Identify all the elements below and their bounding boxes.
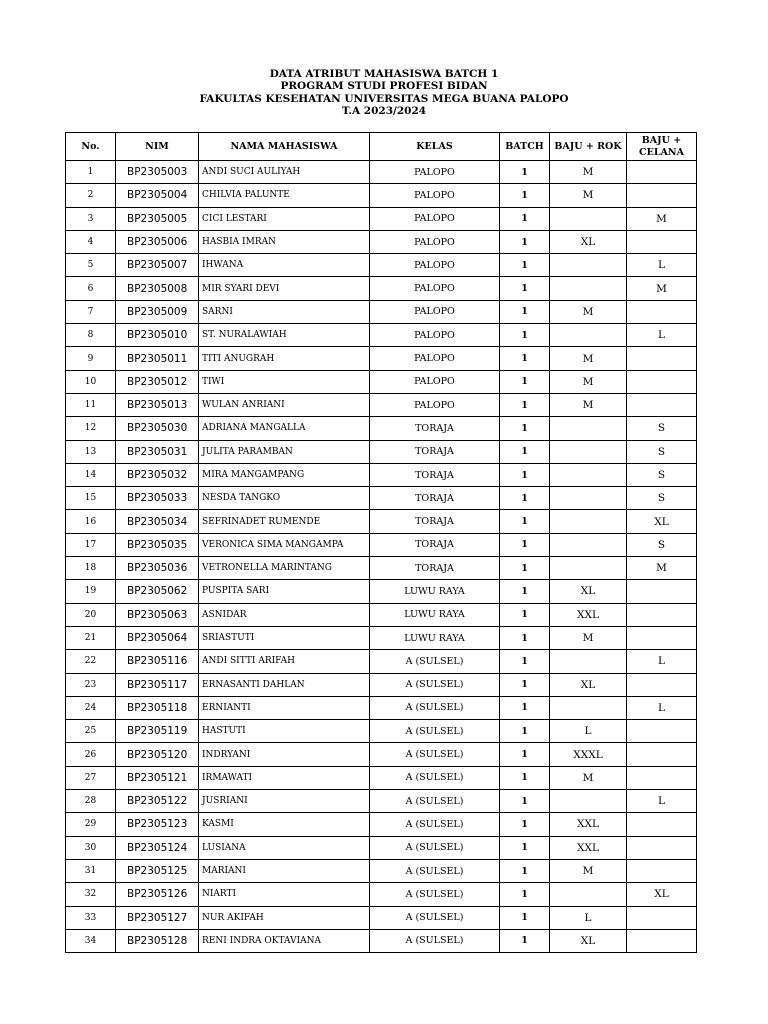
cell-kelas: PALOPO: [370, 161, 500, 184]
table-row: [66, 883, 697, 906]
table-row: [66, 254, 697, 277]
cell-batch: 1: [500, 370, 550, 393]
cell-nama: KASMI: [199, 813, 370, 836]
table-body: [66, 161, 697, 953]
cell-baju-rok: [550, 533, 627, 556]
cell-baju-rok: XL: [550, 673, 627, 696]
cell-nama: SRIASTUTI: [199, 626, 370, 649]
cell-nim: BP2305010: [116, 324, 199, 347]
cell-no: 23: [66, 673, 116, 696]
cell-nama: SARNI: [199, 300, 370, 323]
cell-kelas: A (SULSEL): [370, 813, 500, 836]
cell-kelas: TORAJA: [370, 533, 500, 556]
cell-no: 32: [66, 883, 116, 906]
table-row: [66, 929, 697, 952]
cell-nama: MIR SYARI DEVI: [199, 277, 370, 300]
cell-no: 13: [66, 440, 116, 463]
cell-nim: BP2305032: [116, 463, 199, 486]
table-row: [66, 533, 697, 556]
cell-baju-rok: M: [550, 347, 627, 370]
cell-baju-rok: [550, 417, 627, 440]
table-row: [66, 440, 697, 463]
cell-no: 12: [66, 417, 116, 440]
cell-kelas: PALOPO: [370, 184, 500, 207]
cell-batch: 1: [500, 580, 550, 603]
cell-nama: CHILVIA PALUNTE: [199, 184, 370, 207]
cell-nim: BP2305030: [116, 417, 199, 440]
cell-baju-rok: [550, 790, 627, 813]
cell-baju-celana: [627, 836, 697, 859]
cell-no: 29: [66, 813, 116, 836]
cell-baju-rok: [550, 440, 627, 463]
cell-baju-celana: [627, 603, 697, 626]
cell-baju-celana: L: [627, 324, 697, 347]
cell-no: 14: [66, 463, 116, 486]
cell-baju-celana: XL: [627, 883, 697, 906]
cell-no: 30: [66, 836, 116, 859]
cell-baju-rok: [550, 254, 627, 277]
cell-kelas: A (SULSEL): [370, 859, 500, 882]
cell-kelas: TORAJA: [370, 440, 500, 463]
cell-batch: 1: [500, 347, 550, 370]
cell-baju-rok: M: [550, 393, 627, 416]
cell-baju-rok: [550, 650, 627, 673]
cell-baju-celana: L: [627, 650, 697, 673]
cell-baju-celana: [627, 370, 697, 393]
cell-no: 25: [66, 720, 116, 743]
cell-batch: 1: [500, 557, 550, 580]
cell-baju-rok: XL: [550, 230, 627, 253]
cell-batch: 1: [500, 673, 550, 696]
cell-nama: RENI INDRA OKTAVIANA: [199, 929, 370, 952]
cell-nama: NESDA TANGKO: [199, 487, 370, 510]
cell-baju-celana: L: [627, 254, 697, 277]
header-baju-rok: BAJU + ROK: [550, 133, 627, 161]
cell-batch: 1: [500, 766, 550, 789]
cell-nim: BP2305007: [116, 254, 199, 277]
cell-baju-celana: [627, 161, 697, 184]
cell-no: 3: [66, 207, 116, 230]
cell-nama: NIARTI: [199, 883, 370, 906]
cell-batch: 1: [500, 230, 550, 253]
table-row: [66, 720, 697, 743]
cell-baju-rok: M: [550, 370, 627, 393]
table-header-row: [66, 133, 697, 161]
cell-baju-celana: L: [627, 790, 697, 813]
cell-kelas: TORAJA: [370, 510, 500, 533]
cell-nama: VETRONELLA MARINTANG: [199, 557, 370, 580]
cell-baju-celana: S: [627, 487, 697, 510]
cell-no: 27: [66, 766, 116, 789]
cell-no: 8: [66, 324, 116, 347]
cell-baju-celana: M: [627, 557, 697, 580]
table-row: [66, 580, 697, 603]
cell-baju-rok: XL: [550, 580, 627, 603]
header-nama-mahasiswa: NAMA MAHASISWA: [199, 133, 370, 161]
table-row: [66, 813, 697, 836]
cell-baju-celana: [627, 347, 697, 370]
cell-no: 26: [66, 743, 116, 766]
cell-baju-rok: XXL: [550, 813, 627, 836]
cell-batch: 1: [500, 929, 550, 952]
cell-kelas: LUWU RAYA: [370, 580, 500, 603]
cell-baju-celana: M: [627, 277, 697, 300]
cell-nama: WULAN ANRIANI: [199, 393, 370, 416]
cell-nim: BP2305005: [116, 207, 199, 230]
cell-nama: IRMAWATI: [199, 766, 370, 789]
table-row: [66, 300, 697, 323]
cell-nim: BP2305031: [116, 440, 199, 463]
cell-baju-rok: M: [550, 766, 627, 789]
table-row: [66, 487, 697, 510]
cell-batch: 1: [500, 440, 550, 463]
cell-baju-rok: [550, 883, 627, 906]
cell-nim: BP2305119: [116, 720, 199, 743]
cell-batch: 1: [500, 207, 550, 230]
cell-nama: ST. NURALAWIAH: [199, 324, 370, 347]
cell-kelas: A (SULSEL): [370, 720, 500, 743]
cell-nim: BP2305033: [116, 487, 199, 510]
cell-batch: 1: [500, 650, 550, 673]
table-row: [66, 230, 697, 253]
cell-kelas: PALOPO: [370, 324, 500, 347]
header-kelas: KELAS: [370, 133, 500, 161]
cell-kelas: LUWU RAYA: [370, 626, 500, 649]
header-nim: NIM: [116, 133, 199, 161]
cell-nama: NUR AKIFAH: [199, 906, 370, 929]
cell-nim: BP2305034: [116, 510, 199, 533]
cell-nama: JULITA PARAMBAN: [199, 440, 370, 463]
table-row: [66, 743, 697, 766]
cell-kelas: TORAJA: [370, 463, 500, 486]
cell-batch: 1: [500, 300, 550, 323]
cell-nama: TIWI: [199, 370, 370, 393]
table-row: [66, 161, 697, 184]
cell-kelas: PALOPO: [370, 393, 500, 416]
cell-nama: SEFRINADET RUMENDE: [199, 510, 370, 533]
cell-no: 7: [66, 300, 116, 323]
cell-batch: 1: [500, 184, 550, 207]
cell-nama: TITI ANUGRAH: [199, 347, 370, 370]
cell-no: 34: [66, 929, 116, 952]
cell-nim: BP2305121: [116, 766, 199, 789]
cell-kelas: PALOPO: [370, 370, 500, 393]
cell-nim: BP2305004: [116, 184, 199, 207]
cell-no: 18: [66, 557, 116, 580]
cell-baju-rok: [550, 696, 627, 719]
cell-nama: MARIANI: [199, 859, 370, 882]
table-row: [66, 510, 697, 533]
cell-nama: IHWANA: [199, 254, 370, 277]
cell-baju-celana: S: [627, 463, 697, 486]
cell-kelas: PALOPO: [370, 207, 500, 230]
cell-batch: 1: [500, 393, 550, 416]
table-row: [66, 673, 697, 696]
cell-baju-celana: [627, 813, 697, 836]
cell-nama: JUSRIANI: [199, 790, 370, 813]
cell-baju-celana: [627, 743, 697, 766]
table-row: [66, 859, 697, 882]
cell-no: 15: [66, 487, 116, 510]
cell-baju-celana: M: [627, 207, 697, 230]
cell-baju-rok: M: [550, 300, 627, 323]
cell-baju-celana: [627, 720, 697, 743]
title-line-3: FAKULTAS KESEHATAN UNIVERSITAS MEGA BUANA PALOPO: [199, 92, 569, 105]
table-row: [66, 393, 697, 416]
cell-baju-celana: [627, 766, 697, 789]
table-row: [66, 184, 697, 207]
cell-no: 24: [66, 696, 116, 719]
cell-batch: 1: [500, 859, 550, 882]
cell-baju-rok: [550, 487, 627, 510]
cell-nama: ERNIANTI: [199, 696, 370, 719]
cell-nim: BP2305127: [116, 906, 199, 929]
table-row: [66, 463, 697, 486]
cell-nim: BP2305125: [116, 859, 199, 882]
cell-kelas: A (SULSEL): [370, 929, 500, 952]
cell-kelas: A (SULSEL): [370, 650, 500, 673]
cell-nama: LUSIANA: [199, 836, 370, 859]
cell-kelas: TORAJA: [370, 487, 500, 510]
cell-nim: BP2305063: [116, 603, 199, 626]
cell-no: 17: [66, 533, 116, 556]
cell-baju-rok: XL: [550, 929, 627, 952]
cell-kelas: PALOPO: [370, 277, 500, 300]
cell-nim: BP2305126: [116, 883, 199, 906]
cell-kelas: A (SULSEL): [370, 790, 500, 813]
table-row: [66, 836, 697, 859]
cell-batch: 1: [500, 254, 550, 277]
cell-batch: 1: [500, 277, 550, 300]
cell-batch: 1: [500, 696, 550, 719]
cell-nama: ERNASANTI DAHLAN: [199, 673, 370, 696]
cell-no: 4: [66, 230, 116, 253]
cell-kelas: A (SULSEL): [370, 696, 500, 719]
cell-nim: BP2305124: [116, 836, 199, 859]
table-row: [66, 603, 697, 626]
cell-baju-rok: XXL: [550, 603, 627, 626]
cell-batch: 1: [500, 487, 550, 510]
table-row: [66, 557, 697, 580]
table-row: [66, 790, 697, 813]
cell-nim: BP2305062: [116, 580, 199, 603]
cell-no: 1: [66, 161, 116, 184]
cell-baju-celana: S: [627, 417, 697, 440]
cell-baju-rok: M: [550, 626, 627, 649]
cell-baju-rok: [550, 324, 627, 347]
cell-baju-rok: L: [550, 720, 627, 743]
cell-baju-celana: L: [627, 696, 697, 719]
cell-no: 11: [66, 393, 116, 416]
cell-baju-celana: [627, 230, 697, 253]
cell-baju-celana: [627, 673, 697, 696]
title-line-2: PROGRAM STUDI PROFESI BIDAN: [280, 80, 488, 93]
cell-nim: BP2305035: [116, 533, 199, 556]
table-row: [66, 626, 697, 649]
cell-baju-celana: [627, 393, 697, 416]
cell-baju-celana: [627, 859, 697, 882]
cell-batch: 1: [500, 533, 550, 556]
header-baju-celana: BAJU + CELANA: [627, 133, 697, 161]
cell-nama: INDRYANI: [199, 743, 370, 766]
cell-nama: HASBIA IMRAN: [199, 230, 370, 253]
cell-batch: 1: [500, 906, 550, 929]
cell-batch: 1: [500, 603, 550, 626]
cell-kelas: PALOPO: [370, 300, 500, 323]
cell-kelas: A (SULSEL): [370, 883, 500, 906]
cell-no: 5: [66, 254, 116, 277]
cell-nim: BP2305011: [116, 347, 199, 370]
cell-nim: BP2305009: [116, 300, 199, 323]
cell-baju-celana: S: [627, 440, 697, 463]
cell-batch: 1: [500, 743, 550, 766]
cell-kelas: A (SULSEL): [370, 766, 500, 789]
cell-kelas: A (SULSEL): [370, 743, 500, 766]
document-title-block: [0, 68, 768, 118]
cell-nama: ADRIANA MANGALLA: [199, 417, 370, 440]
cell-kelas: A (SULSEL): [370, 836, 500, 859]
cell-baju-rok: [550, 510, 627, 533]
cell-kelas: A (SULSEL): [370, 673, 500, 696]
cell-kelas: PALOPO: [370, 254, 500, 277]
table-row: [66, 650, 697, 673]
cell-kelas: A (SULSEL): [370, 906, 500, 929]
cell-kelas: TORAJA: [370, 417, 500, 440]
cell-nim: BP2305123: [116, 813, 199, 836]
cell-nim: BP2305116: [116, 650, 199, 673]
cell-nim: BP2305122: [116, 790, 199, 813]
cell-nama: ANDI SUCI AULIYAH: [199, 161, 370, 184]
cell-no: 10: [66, 370, 116, 393]
cell-baju-rok: M: [550, 859, 627, 882]
cell-batch: 1: [500, 836, 550, 859]
cell-baju-rok: XXL: [550, 836, 627, 859]
table-row: [66, 417, 697, 440]
cell-batch: 1: [500, 883, 550, 906]
cell-baju-rok: XXXL: [550, 743, 627, 766]
cell-nim: BP2305003: [116, 161, 199, 184]
cell-nim: BP2305036: [116, 557, 199, 580]
table-row: [66, 324, 697, 347]
cell-baju-rok: [550, 207, 627, 230]
cell-no: 33: [66, 906, 116, 929]
cell-baju-rok: M: [550, 161, 627, 184]
cell-batch: 1: [500, 161, 550, 184]
cell-nama: ASNIDAR: [199, 603, 370, 626]
cell-nama: HASTUTI: [199, 720, 370, 743]
cell-nim: BP2305064: [116, 626, 199, 649]
title-line-1: DATA ATRIBUT MAHASISWA BATCH 1: [269, 68, 499, 80]
cell-nama: CICI LESTARI: [199, 207, 370, 230]
cell-no: 9: [66, 347, 116, 370]
cell-nama: PUSPITA SARI: [199, 580, 370, 603]
cell-kelas: PALOPO: [370, 230, 500, 253]
table-row: [66, 696, 697, 719]
table-row: [66, 347, 697, 370]
cell-nama: MIRA MANGAMPANG: [199, 463, 370, 486]
cell-nim: BP2305013: [116, 393, 199, 416]
cell-batch: 1: [500, 463, 550, 486]
cell-baju-rok: M: [550, 184, 627, 207]
cell-no: 31: [66, 859, 116, 882]
cell-baju-celana: XL: [627, 510, 697, 533]
cell-nim: BP2305128: [116, 929, 199, 952]
cell-nama: ANDI SITTI ARIFAH: [199, 650, 370, 673]
cell-kelas: LUWU RAYA: [370, 603, 500, 626]
table-row: [66, 766, 697, 789]
cell-no: 28: [66, 790, 116, 813]
cell-no: 19: [66, 580, 116, 603]
cell-baju-rok: [550, 463, 627, 486]
cell-no: 6: [66, 277, 116, 300]
header-batch: BATCH: [500, 133, 550, 161]
cell-kelas: PALOPO: [370, 347, 500, 370]
cell-baju-rok: [550, 277, 627, 300]
cell-batch: 1: [500, 813, 550, 836]
cell-kelas: TORAJA: [370, 557, 500, 580]
cell-no: 20: [66, 603, 116, 626]
cell-no: 21: [66, 626, 116, 649]
table-row: [66, 906, 697, 929]
cell-baju-celana: [627, 929, 697, 952]
cell-batch: 1: [500, 720, 550, 743]
cell-baju-celana: S: [627, 533, 697, 556]
cell-baju-celana: [627, 626, 697, 649]
cell-baju-celana: [627, 184, 697, 207]
cell-baju-celana: [627, 906, 697, 929]
cell-baju-celana: [627, 300, 697, 323]
cell-nim: BP2305118: [116, 696, 199, 719]
cell-nim: BP2305117: [116, 673, 199, 696]
cell-nim: BP2305120: [116, 743, 199, 766]
cell-batch: 1: [500, 510, 550, 533]
cell-nim: BP2305006: [116, 230, 199, 253]
table-row: [66, 207, 697, 230]
cell-batch: 1: [500, 324, 550, 347]
cell-baju-rok: [550, 557, 627, 580]
header-no: No.: [66, 133, 116, 161]
title-line-4: T.A 2023/2024: [341, 105, 427, 118]
cell-batch: 1: [500, 417, 550, 440]
cell-nim: BP2305008: [116, 277, 199, 300]
cell-no: 22: [66, 650, 116, 673]
cell-batch: 1: [500, 626, 550, 649]
cell-no: 2: [66, 184, 116, 207]
table-row: [66, 277, 697, 300]
cell-nim: BP2305012: [116, 370, 199, 393]
cell-nama: VERONICA SIMA MANGAMPA: [199, 533, 370, 556]
cell-no: 16: [66, 510, 116, 533]
cell-batch: 1: [500, 790, 550, 813]
student-attribute-table: [65, 132, 697, 953]
cell-baju-rok: L: [550, 906, 627, 929]
cell-baju-celana: [627, 580, 697, 603]
table-row: [66, 370, 697, 393]
